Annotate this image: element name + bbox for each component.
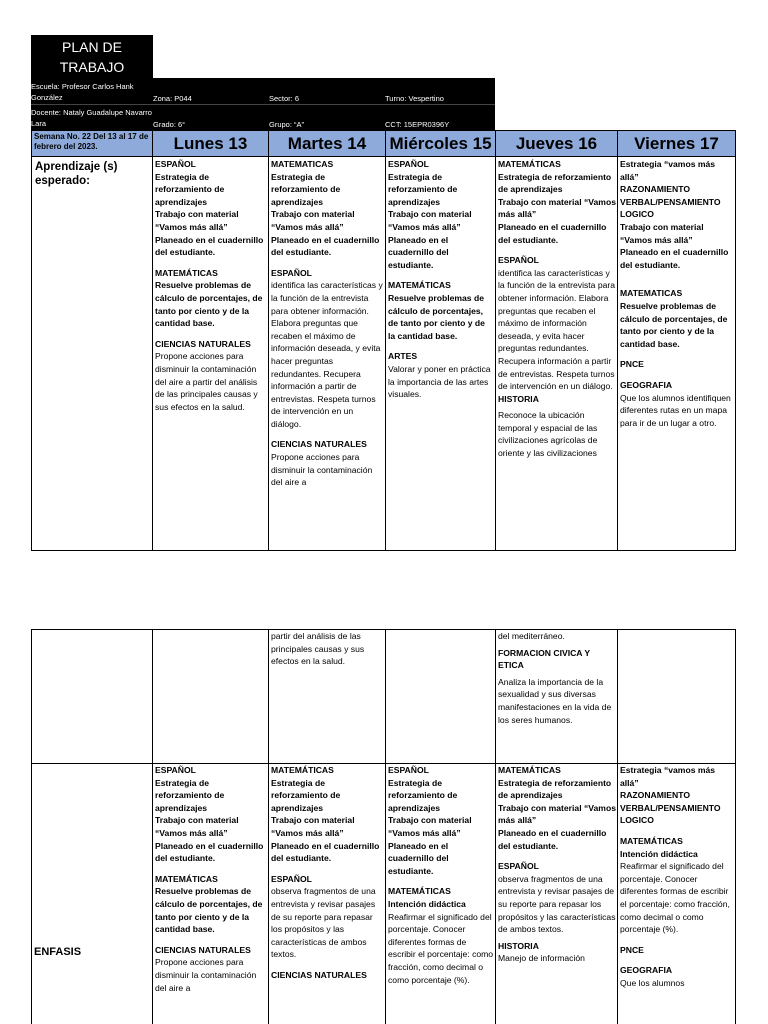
school-code: CCT: 15EPR0396Y — [385, 120, 450, 129]
day-label: Miércoles 15 — [389, 134, 492, 153]
info-row-school — [31, 78, 495, 104]
grid-line — [152, 157, 153, 551]
sector: Sector: 6 — [269, 94, 300, 103]
plan-title — [31, 35, 153, 78]
cell-friday-enfasis: Estrategia “vamos más allá” RAZONAMIENTO VERBAL/PENSAMIENTO LOGICO MATEMÁTICAS Intención didáctica Reafirmar el significado del porcentaje. Conocer diferentes formas de escribir el porcentaje: como fracción, como decimal o como porcentaje (%). PNCE GEOGRAFIA Que los alumnos — [620, 765, 730, 988]
grid-line — [495, 629, 496, 1024]
cell-tuesday-aprendizaje: MATEMATICAS Estrategia de reforzamiento de aprendizajes Trabajo con material “Vamos más allá” Planeado en el cuadernillo del estudiante. ESPAÑOL identifica las características y la función de la entrevista para obtener información. Elabora preguntas que recaben el máximo de información deseada, y evita hacer preguntas redundantes. Recupera información a partir de entrevistas. Respeta turnos de intervención en un diálogo. CIENCIAS NATURALES Propone acciones para disminuir la contaminación del aire a — [271, 159, 383, 488]
day-header-tuesday — [268, 130, 386, 157]
day-label: Jueves 16 — [515, 134, 598, 153]
shift: Turno: Vespertino — [385, 94, 444, 103]
grid-line — [268, 629, 269, 1024]
cell-wednesday-aprendizaje: ESPAÑOL Estrategia de reforzamiento de aprendizajes Trabajo con material “Vamos más allá” Planeado en el cuadernillo del estudiante. MATEMÁTICAS Resuelve problemas de cálculo de porcentajes, de tanto por ciento y de la cantidad base. ARTES Valorar y poner en práctica la importancia de las artes visuales. — [388, 159, 491, 400]
grid-line — [31, 629, 32, 1024]
grid-line — [735, 157, 736, 551]
cell-monday-aprendizaje: ESPAÑOL Estrategia de reforzamiento de aprendizajes Trabajo con material “Vamos más allá” Planeado en el cuadernillo del estudiante. MATEMÁTICAS Resuelve problemas de cálculo de porcentajes, de tanto por ciento y de la cantidad base. CIENCIAS NATURALES Propone acciones para disminuir la contaminación del aire a partir del análisis de las principales causas y sus efectos en la salud. — [155, 159, 264, 412]
cell-thursday-aprendizaje: MATEMÁTICAS Estrategia de reforzamiento de aprendizajes Trabajo con material “Vamos más allá” Planeado en el cuadernillo del estudiante. ESPAÑOL identifica las características y la función de la entrevista para obtener información. Elabora preguntas que recaben el máximo de información deseada, y evita hacer preguntas redundantes. Recupera información a partir de entrevistas. Respeta turnos de intervención en un diálogo. HISTORIA Reconoce la ubicación temporal y espacial de las civilizaciones agrícolas de oriente y las civilizaciones — [498, 159, 616, 459]
grid-line — [617, 629, 618, 1024]
cell-tuesday-enfasis: MATEMÁTICAS Estrategia de reforzamiento de aprendizajes Trabajo con material “Vamos más allá” Planeado en el cuadernillo del estudiante. ESPAÑOL observa fragmentos de una entrevista y revisar pasajes de su reporte para repasar los propósitos y las características de ambos textos. CIENCIAS NATURALES — [271, 765, 380, 980]
school-name: Escuela: Profesor Carlos Hank González — [31, 82, 134, 102]
group: Grupo: “A” — [269, 120, 305, 129]
day-header-wednesday — [385, 130, 496, 157]
grid-line — [735, 629, 736, 1024]
grade: Grado: 6° — [153, 120, 186, 129]
cell-tuesday-continuation: partir del análisis de las principales causas y sus efectos en la salud. — [271, 631, 365, 667]
cell-thursday-enfasis: MATEMÁTICAS Estrategia de reforzamiento de aprendizajes Trabajo con material “Vamos más allá” Planeado en el cuadernillo del estudiante. ESPAÑOL observa fragmentos de una entrevista y revisar pasajes de su reporte para repasar los propósitos y las características de ambos textos. HISTORIA Manejo de información — [498, 765, 616, 964]
row-label-enfasis: ENFASIS — [34, 946, 82, 958]
grid-line — [385, 157, 386, 551]
grid-line — [31, 550, 736, 551]
info-row-teacher — [31, 105, 495, 130]
teacher-name: Docente: Nataly Guadalupe Navarro Lara — [31, 108, 152, 128]
day-header-thursday — [495, 130, 618, 157]
zone: Zona: P044 — [153, 94, 192, 103]
week-label: Semana No. 22 Del 13 al 17 de febrero del 2023. — [31, 130, 153, 157]
grid-line — [617, 157, 618, 551]
grid-line — [268, 157, 269, 551]
cell-thursday-continuation: del mediterráneo. FORMACION CIVICA Y ETICA Analiza la importancia de la sexualidad y sus diversas manifestaciones en la vida de los seres humanos. — [498, 631, 612, 725]
grid-line — [385, 629, 386, 1024]
grid-line — [31, 157, 32, 551]
day-label: Lunes 13 — [173, 134, 248, 153]
cell-monday-enfasis: ESPAÑOL Estrategia de reforzamiento de aprendizajes Trabajo con material “Vamos más allá” Planeado en el cuadernillo del estudiante. MATEMÁTICAS Resuelve problemas de cálculo de porcentajes, de tanto por ciento y de la cantidad base. CIENCIAS NATURALES Propone acciones para disminuir la contaminación del aire a — [155, 765, 264, 993]
info-row-divider — [31, 104, 495, 105]
plan-title-line1: PLAN DE — [62, 39, 122, 55]
cell-wednesday-enfasis: ESPAÑOL Estrategia de reforzamiento de aprendizajes Trabajo con material “Vamos más allá” Planeado en el cuadernillo del estudiante. MATEMÁTICAS Intención didáctica Reafirmar el significado del porcentaje. Conocer diferentes formas de escribir el porcentaje: como fracción, como decimal o como porcentaje (%). — [388, 765, 494, 985]
day-label: Martes 14 — [287, 134, 367, 153]
grid-line — [152, 629, 153, 1024]
plan-title-line2: TRABAJO — [59, 59, 125, 75]
grid-line — [495, 157, 496, 551]
row-label-aprendizaje: Aprendizaje (s) esperado: — [35, 161, 118, 187]
day-header-monday — [152, 130, 269, 157]
day-header-friday — [617, 130, 736, 157]
cell-friday-aprendizaje: Estrategia “vamos más allá” RAZONAMIENTO VERBAL/PENSAMIENTO LOGICO Trabajo con material “Vamos más allá” Planeado en el cuadernillo del estudiante. MATEMATICAS Resuelve problemas de cálculo de porcentajes, de tanto por ciento y de la cantidad base. PNCE GEOGRAFIA Que los alumnos identifiquen diferentes rutas en un mapa para ir de un lugar a otro. — [620, 159, 731, 428]
day-label: Viernes 17 — [634, 134, 719, 153]
